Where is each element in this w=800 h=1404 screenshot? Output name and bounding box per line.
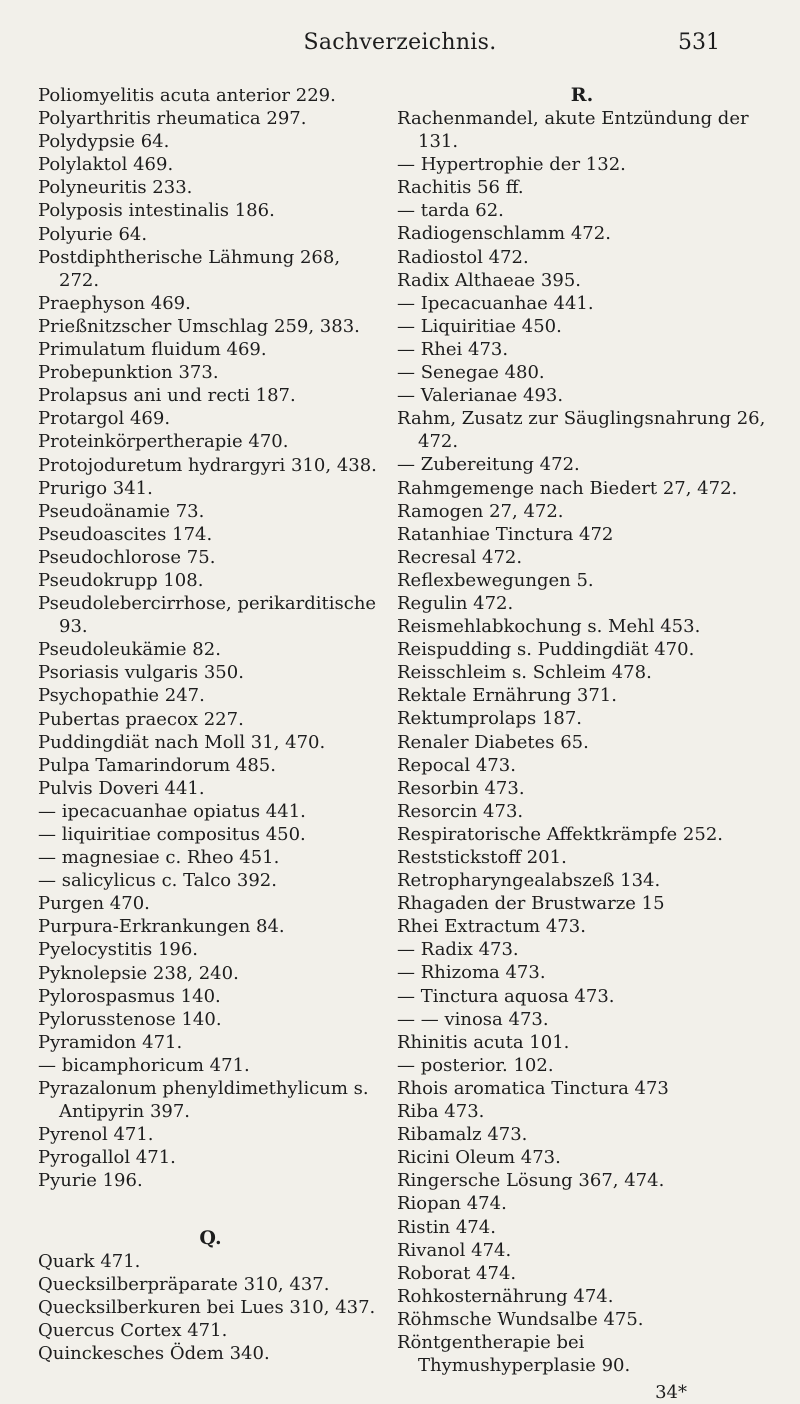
index-entry: Repocal 473. xyxy=(397,754,516,776)
index-entry: Psychopathie 247. xyxy=(38,685,205,707)
index-entry: Rektumprolaps 187. xyxy=(397,708,583,730)
index-entry: Recresal 472. xyxy=(397,546,523,568)
index-entry: Quinckesches Ödem 340. xyxy=(38,1342,270,1364)
sheet-signature: 34* xyxy=(655,1382,687,1404)
index-entry: Polyposis intestinalis 186. xyxy=(38,200,275,222)
index-entry: Resorcin 473. xyxy=(397,800,524,822)
index-entry: Purgen 470. xyxy=(38,893,150,915)
index-entry: Rhagaden der Brustwarze 15 xyxy=(397,893,665,915)
index-entry: — tarda 62. xyxy=(397,200,504,222)
index-entry: Reflexbewegungen 5. xyxy=(397,569,594,591)
index-entry: Polylaktol 469. xyxy=(38,154,174,176)
index-entry: Ramogen 27, 472. xyxy=(397,500,564,522)
index-entry: Pylorusstenose 140. xyxy=(38,1008,222,1030)
left-column xyxy=(38,84,383,1365)
page-header xyxy=(0,30,800,60)
index-entry: — magnesiae c. Rheo 451. xyxy=(38,847,280,869)
index-entry: Pseudoänamie 73. xyxy=(38,500,205,522)
index-entry: Röntgentherapie bei Thymushyperplasie 90. xyxy=(397,1331,631,1377)
index-entry: Respiratorische Affektkrämpfe 252. xyxy=(397,823,723,845)
entries-q xyxy=(38,1250,383,1365)
index-entry: Rahmgemenge nach Biedert 27, 472. xyxy=(397,477,738,499)
index-entry: Pulvis Doveri 441. xyxy=(38,777,205,799)
index-entry: Psoriasis vulgaris 350. xyxy=(38,662,244,684)
index-entry: Resorbin 473. xyxy=(397,777,525,799)
index-entry: Protojoduretum hydrargyri 310, 438. xyxy=(38,454,377,476)
index-entry: Quecksilberpräparate 310, 437. xyxy=(38,1273,330,1295)
index-entry: Regulin 472. xyxy=(397,592,514,614)
index-entry: — Hypertrophie der 132. xyxy=(397,154,626,176)
index-entry: — Zubereitung 472. xyxy=(397,454,580,476)
index-entry: Puddingdiät nach Moll 31, 470. xyxy=(38,731,326,753)
index-entry: — Radix 473. xyxy=(397,939,519,961)
index-entry: Radiogenschlamm 472. xyxy=(397,223,611,245)
index-entry: Rachitis 56 ff. xyxy=(397,177,524,199)
index-entry: Retropharyngealabszeß 134. xyxy=(397,870,661,892)
entries-p xyxy=(38,84,383,1193)
index-entry: Primulatum fluidum 469. xyxy=(38,339,267,361)
index-entry: Rhois aromatica Tinctura 473 xyxy=(397,1077,669,1099)
index-entry: Quecksilberkuren bei Lues 310, 437. xyxy=(38,1296,376,1318)
index-entry: Rohkosternährung 474. xyxy=(397,1285,614,1307)
index-entry: Pyelocystitis 196. xyxy=(38,939,199,961)
index-entry: Probepunktion 373. xyxy=(38,362,219,384)
index-entry: Ringersche Lösung 367, 474. xyxy=(397,1170,665,1192)
index-entry: Prurigo 341. xyxy=(38,477,153,499)
index-entry: Röhmsche Wundsalbe 475. xyxy=(397,1308,644,1330)
page-number: 531 xyxy=(678,30,720,55)
index-entry: Pseudolebercirrhose, perikarditische 93. xyxy=(38,593,377,638)
index-entry: Reststickstoff 201. xyxy=(397,847,567,868)
index-entry: Reismehlabkochung s. Mehl 453. xyxy=(397,616,701,638)
index-entry: Proteinkörpertherapie 470. xyxy=(38,431,289,453)
index-entry: Pseudoleukämie 82. xyxy=(38,639,221,661)
index-entry: Ratanhiae Tinctura 472 xyxy=(397,523,614,545)
index-entry: — ipecacuanhae opiatus 441. xyxy=(38,800,306,822)
index-entry: Pyrenol 471. xyxy=(38,1124,154,1146)
index-entry: Pseudoascites 174. xyxy=(38,523,213,545)
index-entry: Pseudokrupp 108. xyxy=(38,569,204,591)
index-entry: — Valerianae 493. xyxy=(397,385,564,407)
index-entry: Pyurie 196. xyxy=(38,1170,143,1192)
index-entry: Rachenmandel, akute Entzündung der 131. xyxy=(397,108,749,153)
index-entry: Roborat 474. xyxy=(397,1262,517,1284)
index-entry: Ribamalz 473. xyxy=(397,1124,528,1146)
index-entry: — Rhei 473. xyxy=(397,338,509,360)
index-entry: Polyarthritis rheumatica 297. xyxy=(38,108,307,130)
index-entry: — Liquiritiae 450. xyxy=(397,315,562,337)
section-gap xyxy=(38,1193,383,1227)
index-entry: Pyrogallol 471. xyxy=(38,1147,176,1169)
index-entry: Riba 473. xyxy=(397,1101,485,1123)
index-entry: Rhei Extractum 473. xyxy=(397,916,586,938)
index-entry: Renaler Diabetes 65. xyxy=(397,731,589,753)
page-title: Sachverzeichnis. xyxy=(303,30,497,55)
index-entry: Protargol 469. xyxy=(38,408,171,430)
index-entry: Reisschleim s. Schleim 478. xyxy=(397,662,652,684)
index-entry: Radix Althaeae 395. xyxy=(397,269,581,291)
index-entry: Pyrazalonum phenyldimethylicum s. Antipyrin 397. xyxy=(38,1078,369,1123)
index-entry: Prießnitzscher Umschlag 259, 383. xyxy=(38,315,360,337)
index-entry: Purpura-Erkrankungen 84. xyxy=(38,916,285,938)
index-entry: Pseudochlorose 75. xyxy=(38,546,216,568)
index-entry: Reispudding s. Puddingdiät 470. xyxy=(397,639,695,661)
index-entry: Riopan 474. xyxy=(397,1193,507,1215)
section-heading-q: Q. xyxy=(199,1226,222,1249)
index-entry: Pubertas praecox 227. xyxy=(38,708,244,730)
index-entry: Poliomyelitis acuta anterior 229. xyxy=(38,85,336,106)
index-entry: — Senegae 480. xyxy=(397,362,545,384)
index-entry: Ricini Oleum 473. xyxy=(397,1147,561,1169)
index-entry: Polyneuritis 233. xyxy=(38,177,193,199)
index-entry: — Ipecacuanhae 441. xyxy=(397,292,594,314)
index-entry: Pulpa Tamarindorum 485. xyxy=(38,754,276,776)
section-heading-r: R. xyxy=(570,84,594,106)
index-entry: Praephyson 469. xyxy=(38,292,191,314)
index-entry: Polyurie 64. xyxy=(38,223,148,245)
index-entry: Postdiphtherische Lähmung 268, 272. xyxy=(38,246,341,291)
index-entry: — bicamphoricum 471. xyxy=(38,1054,250,1076)
index-entry: Radiostol 472. xyxy=(397,246,529,268)
index-entry: Polydypsie 64. xyxy=(38,131,170,153)
index-entry: Quark 471. xyxy=(38,1250,141,1272)
index-entry: Pylorospasmus 140. xyxy=(38,985,221,1007)
index-entry: Pyknolepsie 238, 240. xyxy=(38,962,239,984)
index-entry: — salicylicus c. Talco 392. xyxy=(38,870,277,892)
index-entry: Rhinitis acuta 101. xyxy=(397,1031,570,1053)
index-entry: — posterior. 102. xyxy=(397,1054,554,1076)
index-entry: Prolapsus ani und recti 187. xyxy=(38,385,296,407)
index-entry: Pyramidon 471. xyxy=(38,1031,183,1053)
index-entry: — Rhizoma 473. xyxy=(397,962,546,984)
right-column xyxy=(397,84,767,1404)
index-entry: — liquiritiae compositus 450. xyxy=(38,824,306,845)
index-entry: Rivanol 474. xyxy=(397,1239,512,1261)
index-entry: — — vinosa 473. xyxy=(397,1008,549,1030)
index-entry: Ristin 474. xyxy=(397,1216,496,1238)
entries-r xyxy=(397,107,767,1377)
index-entry: Rektale Ernährung 371. xyxy=(397,685,617,707)
index-entry: Rahm, Zusatz zur Säuglingsnahrung 26, 472. xyxy=(397,408,766,453)
index-entry: — Tinctura aquosa 473. xyxy=(397,985,615,1007)
index-entry: Quercus Cortex 471. xyxy=(38,1319,228,1341)
